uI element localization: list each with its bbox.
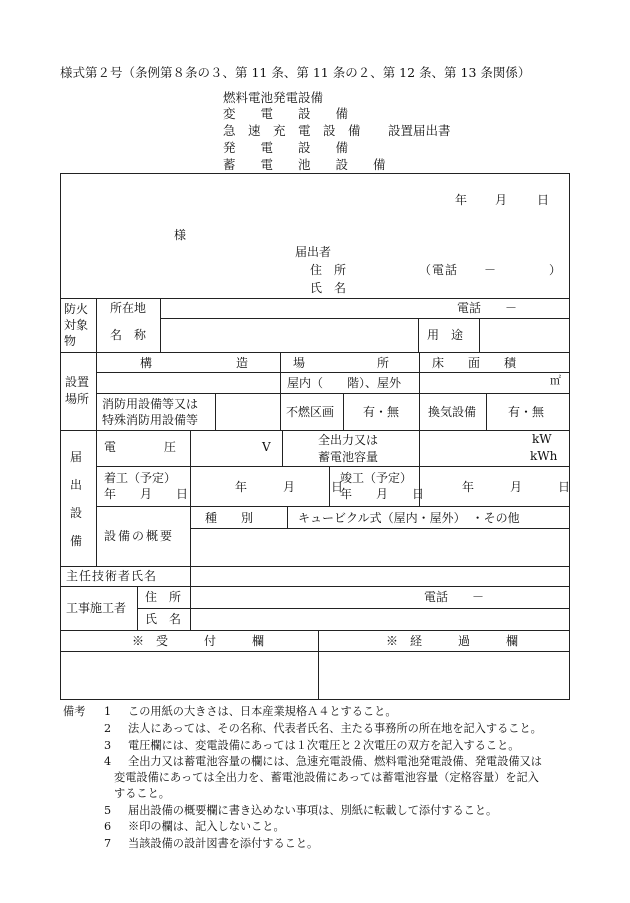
date-year: 年 [455, 193, 468, 207]
object-phone: 電話 － [457, 301, 518, 315]
note-text-1: この用紙の大きさは、日本産業規格Ａ４とすること。 [128, 705, 397, 718]
facility-quick-charger: 急 速 充 電 設 備 [223, 123, 361, 138]
reception-header: ※ 受 付 欄 [132, 634, 265, 648]
volt-unit: V [262, 440, 271, 454]
nonflam-label: 不燃区画 [286, 405, 335, 419]
output-label: 全出力又は 蓄電池容量 [318, 433, 379, 464]
note-text-4: 全出力又は蓄電池容量の欄には、急速充電設備、燃料電池発電設備、発電設備又は [128, 755, 542, 768]
kw-unit: kW [532, 432, 552, 446]
indoor-outdoor: 屋内（ 階）、屋外 [287, 376, 402, 390]
ventilation-label: 換気設備 [428, 405, 477, 419]
kind-label: 種 別 [205, 511, 254, 525]
contractor-address: 住 所 [145, 590, 182, 604]
kwh-unit: kWh [530, 449, 558, 463]
place-header: 場 所 [293, 356, 390, 370]
overview-label: 設備の概要 [104, 529, 175, 543]
facility-substation: 変 電 設 備 [223, 106, 349, 121]
progress-header: ※ 経 過 欄 [386, 634, 519, 648]
notes-label: 備考 [63, 705, 86, 718]
note-text-4b: 変電設備にあっては全出力を、蓄電池設備にあっては蓄電池容量（定格容量）を記入 [114, 771, 539, 784]
note-num-3: 3 [104, 739, 112, 752]
facility-battery: 蓄 電 池 設 備 [223, 157, 386, 172]
note-num-1: 1 [104, 705, 112, 718]
note-num-2: 2 [104, 722, 112, 735]
note-text-2: 法人にあっては、その名称、代表者氏名、主たる事務所の所在地を記入すること。 [128, 722, 542, 735]
note-num-5: 5 [104, 804, 112, 817]
object-location-label: 所在地 [110, 301, 147, 315]
nonflam-yesno: 有・無 [363, 405, 400, 419]
start-label: 着工（予定） 年 月 日 [104, 471, 189, 501]
note-text-5: 届出設備の概要欄に書き込めない事項は、別紙に転載して添付すること。 [128, 804, 498, 817]
sqm-unit: ㎡ [550, 374, 561, 387]
voltage-label: 電 圧 [104, 440, 177, 454]
floor-area-header: 床 面 積 [432, 356, 517, 370]
start-date: 年 月 日 [235, 480, 344, 494]
submitter-phone: （電話 － ） [419, 263, 563, 277]
place-group: 設置 場所 [65, 375, 90, 406]
note-num-7: 7 [104, 837, 112, 850]
contractor-label: 工事施工者 [66, 601, 127, 615]
finish-date: 年 月 日 [462, 480, 571, 494]
note-num-4: 4 [104, 755, 112, 768]
note-text-4c: すること。 [114, 787, 170, 800]
structure-header: 構 造 [140, 356, 249, 370]
contractor-name: 氏 名 [145, 612, 182, 626]
engineer-label: 主任技術者氏名 [66, 569, 158, 583]
equip-group: 届 出 設 備 [70, 450, 83, 548]
facility-fuel-cell: 燃料電池発電設備 [223, 90, 324, 105]
object-name-label: 名 称 [110, 328, 147, 342]
facility-generator: 発 電 設 備 [223, 140, 349, 155]
object-use-label: 用 途 [427, 328, 464, 342]
note-text-6: ※印の欄は、記入しないこと。 [128, 820, 285, 833]
submitter-name: 氏 名 [310, 281, 347, 295]
fire-equipment-label: 消防用設備等又は 特殊消防用設備等 [102, 397, 199, 427]
date-day: 日 [537, 193, 550, 207]
addressee: 様 [174, 228, 187, 242]
submitter-label: 届出者 [295, 245, 332, 259]
document-title: 設置届出書 [388, 123, 451, 138]
form-number: 様式第２号（条例第８条の３、第 11 条、第 11 条の２、第 12 条、第 13 条関係） [60, 65, 531, 80]
finish-label: 竣工（予定） 年 月 日 [340, 471, 425, 501]
note-num-6: 6 [104, 820, 112, 833]
contractor-phone: 電話 － [424, 590, 485, 604]
cubicle-options: キュービクル式（屋内・屋外） ・その他 [298, 511, 520, 525]
object-group: 防火 対象 物 [64, 302, 89, 348]
submitter-address: 住 所 [310, 263, 347, 277]
note-text-7: 当該設備の設計図書を添付すること。 [128, 837, 319, 850]
date-month: 月 [495, 193, 508, 207]
ventilation-yesno: 有・無 [508, 405, 545, 419]
note-text-3: 電圧欄には、変電設備にあっては１次電圧と２次電圧の双方を記入すること。 [128, 739, 520, 752]
